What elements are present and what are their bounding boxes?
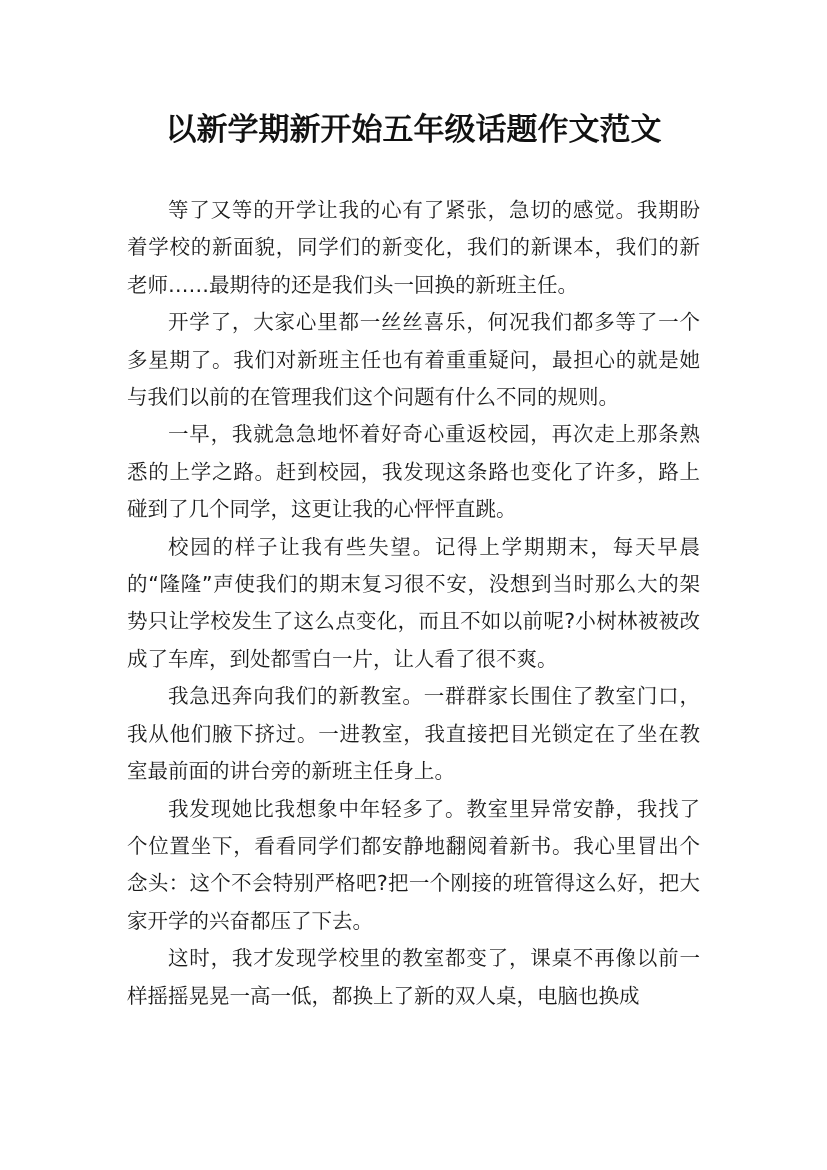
paragraph: 一早，我就急急地怀着好奇心重返校园，再次走上那条熟悉的上学之路。赶到校园，我发现这条路也变化了许多，路上碰到了几个同学，这更让我的心怦怦直跳。 [127,422,700,522]
paragraph: 我发现她比我想象中年轻多了。教室里异常安静，我找了个位置坐下，看看同学们都安静地翻阅着新书。我心里冒出个念头：这个不会特别严格吧?把一个刚接的班管得这么好，把大家开学的兴奋都压了下去。 [127,796,700,933]
paragraph: 这时，我才发现学校里的教室都变了，课桌不再像以前一样摇摇晃晃一高一低，都换上了新的双人桌，电脑也换成 [127,946,700,1008]
document-body [127,192,700,1015]
paragraph: 我急迅奔向我们的新教室。一群群家长围住了教室门口，我从他们腋下挤过。一进教室，我直接把目光锁定在了坐在教室最前面的讲台旁的新班主任身上。 [127,684,700,784]
paragraph: 校园的样子让我有些失望。记得上学期期末，每天早晨的“隆隆”声使我们的期末复习很不安，没想到当时那么大的架势只让学校发生了这么点变化，而且不如以前呢?小树林被被改成了车库，到处都雪白一片，让人看了很不爽。 [127,534,700,671]
document-title: 以新学期新开始五年级话题作文范文 [165,112,662,148]
paragraph: 等了又等的开学让我的心有了紧张，急切的感觉。我期盼着学校的新面貌，同学们的新变化，我们的新课本，我们的新老师……最期待的还是我们头一回换的新班主任。 [127,198,700,297]
paragraph: 开学了，大家心里都一丝丝喜乐，何况我们都多等了一个多星期了。我们对新班主任也有着重重疑问，最担心的就是她与我们以前的在管理我们这个问题有什么不同的规则。 [127,310,700,410]
